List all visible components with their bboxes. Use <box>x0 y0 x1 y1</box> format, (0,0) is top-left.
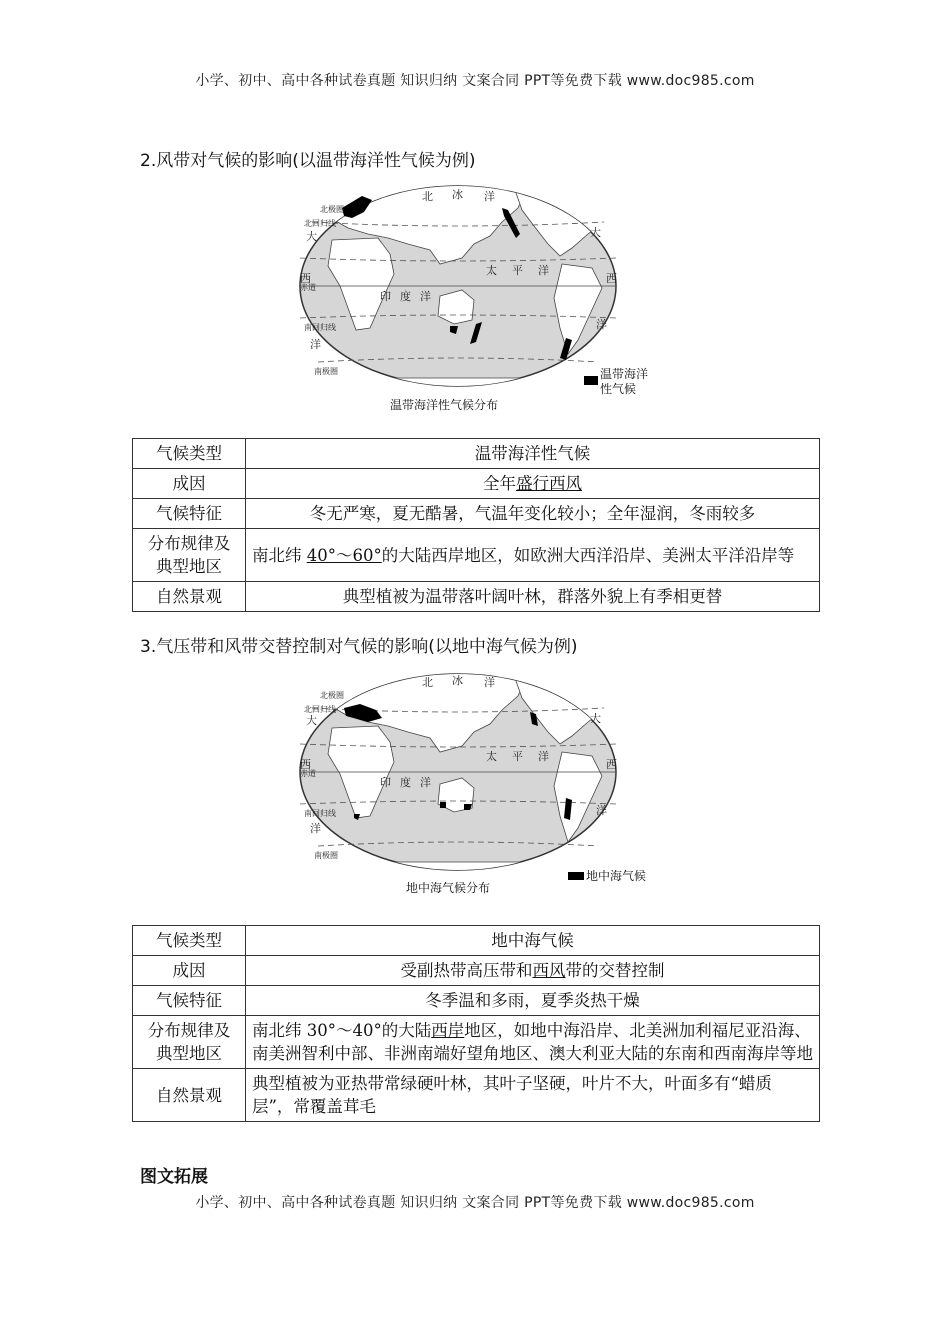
label-tropic-cancer: 北回归线 <box>304 705 336 714</box>
row-key: 气候类型 <box>133 439 246 469</box>
row-key <box>133 1016 246 1069</box>
cause-prefix: 全年 <box>483 474 516 493</box>
label-pacific-3: 洋 <box>538 750 549 763</box>
label-tropic-capricorn: 南回归线 <box>304 809 336 818</box>
table-row <box>133 1069 820 1122</box>
row-value <box>246 529 820 582</box>
extension-title: 图文拓展 <box>140 1167 208 1187</box>
climate-table-mediterranean <box>132 925 820 1122</box>
row-value: 冬季温和多雨，夏季炎热干燥 <box>246 986 820 1016</box>
label-atlantic-w-3: 洋 <box>310 338 321 351</box>
label-indian-1: 印 <box>380 776 391 789</box>
table-row <box>133 1016 820 1069</box>
row-key: 自然景观 <box>133 582 246 612</box>
cause-underlined: 盛行西风 <box>516 474 582 493</box>
section-2-title: 2.风带对气候的影响(以温带海洋性气候为例) <box>140 151 476 171</box>
map-caption: 温带海洋性气候分布 <box>390 398 499 412</box>
label-atlantic-e-2: 西 <box>606 758 617 771</box>
map-mediterranean-svg <box>290 666 670 902</box>
row-key: 气候特征 <box>133 986 246 1016</box>
table-row <box>133 529 820 582</box>
cause-suffix: 带的交替控制 <box>565 961 665 980</box>
label-pacific-2: 平 <box>512 264 523 277</box>
cause-underlined: 西风 <box>532 961 566 980</box>
label-arctic-1: 北 <box>422 190 433 203</box>
row-value: 典型植被为温带落叶阔叶林，群落外貌上有季相更替 <box>246 582 820 612</box>
legend-text-2: 性气候 <box>600 382 637 396</box>
label-indian-2: 度 <box>400 776 411 789</box>
label-atlantic-w-2: 西 <box>300 758 311 771</box>
row-key: 气候特征 <box>133 499 246 529</box>
dist-key-line-1: 分布规律及 <box>147 534 231 553</box>
row-key: 气候类型 <box>133 926 246 956</box>
dist-prefix: 南北纬 30°～40°的大陆 <box>252 1021 432 1040</box>
label-south-polar: 南极圈 <box>314 851 338 860</box>
label-atlantic-w-1: 大 <box>306 230 317 243</box>
row-value <box>246 469 820 499</box>
row-value: 典型植被为亚热带常绿硬叶林，其叶子坚硬，叶片不大，叶面多有“蜡质层”，常覆盖茸毛 <box>246 1069 820 1122</box>
label-arctic-2: 冰 <box>452 188 463 201</box>
row-value: 冬无严寒，夏无酷暑，气温年变化较小；全年湿润，冬雨较多 <box>246 499 820 529</box>
dist-suffix: 的大陆西岸地区，如欧洲大西洋沿岸、美洲太平洋沿岸等 <box>381 545 795 565</box>
map-mediterranean <box>290 666 670 906</box>
label-atlantic-w-1: 大 <box>306 714 317 727</box>
label-arctic-2: 冰 <box>452 674 463 687</box>
label-equator: 赤道 <box>300 283 316 292</box>
table-row <box>133 926 820 956</box>
map-temperate-oceanic <box>290 178 670 422</box>
dist-underlined: 40°～60° <box>306 545 382 565</box>
label-atlantic-e-1: 大 <box>590 712 601 725</box>
label-pacific-1: 太 <box>486 750 497 763</box>
label-arctic-1: 北 <box>422 676 433 689</box>
page-header: 小学、初中、高中各种试卷真题 知识归纳 文案合同 PPT等免费下载 www.doc985.com <box>195 73 755 89</box>
row-value <box>246 1016 820 1069</box>
legend-swatch <box>568 872 584 880</box>
climate-table-temperate-oceanic <box>132 438 820 612</box>
label-atlantic-e-3: 洋 <box>596 318 607 331</box>
row-value <box>246 956 820 986</box>
dist-suffix: 地区，如地中海沿岸、北美洲加利福尼亚沿海、南美洲智利中部、非洲南端好望角地区、澳大利亚大陆的东南和西南海岸等地 <box>252 1021 813 1063</box>
label-pacific-3: 洋 <box>538 264 549 277</box>
row-key: 自然景观 <box>133 1069 246 1122</box>
label-tropic-cancer: 北回归线 <box>304 219 336 228</box>
label-atlantic-e-3: 洋 <box>596 804 607 817</box>
label-north-polar: 北极圈 <box>320 691 344 700</box>
area-sw-australia <box>440 802 446 808</box>
label-pacific-2: 平 <box>512 750 523 763</box>
legend-text: 地中海气候 <box>586 869 647 883</box>
dist-underlined: 西岸 <box>431 1021 465 1040</box>
row-value: 地中海气候 <box>246 926 820 956</box>
label-indian-1: 印 <box>380 290 391 303</box>
dist-prefix: 南北纬 <box>252 545 307 565</box>
label-atlantic-w-2: 西 <box>300 272 311 285</box>
row-key: 成因 <box>133 469 246 499</box>
label-equator: 赤道 <box>300 769 316 778</box>
table-row <box>133 439 820 469</box>
label-arctic-3: 洋 <box>484 190 495 203</box>
dist-key-line-1: 分布规律及 <box>147 1021 231 1040</box>
label-atlantic-e-2: 西 <box>606 272 617 285</box>
row-value: 温带海洋性气候 <box>246 439 820 469</box>
label-indian-3: 洋 <box>420 290 431 303</box>
table-row <box>133 956 820 986</box>
label-indian-3: 洋 <box>420 776 431 789</box>
label-south-polar: 南极圈 <box>314 367 338 376</box>
table-row <box>133 469 820 499</box>
label-arctic-3: 洋 <box>484 676 495 689</box>
dist-key-line-2: 典型地区 <box>156 1044 222 1063</box>
australia <box>438 290 474 324</box>
label-atlantic-e-1: 大 <box>590 226 601 239</box>
section-3-title: 3.气压带和风带交替控制对气候的影响(以地中海气候为例) <box>140 637 578 657</box>
legend-text-1: 温带海洋 <box>600 367 649 381</box>
legend-swatch <box>584 376 598 385</box>
dist-key-line-2: 典型地区 <box>156 557 222 576</box>
label-north-polar: 北极圈 <box>320 205 344 214</box>
label-indian-2: 度 <box>400 290 411 303</box>
table-row <box>133 986 820 1016</box>
cause-prefix: 受副热带高压带和 <box>400 961 533 980</box>
label-tropic-capricorn: 南回归线 <box>304 323 336 332</box>
table-row <box>133 582 820 612</box>
label-pacific-1: 太 <box>486 264 497 277</box>
table-row <box>133 499 820 529</box>
row-key: 成因 <box>133 956 246 986</box>
map-temperate-oceanic-svg <box>290 178 670 418</box>
page-footer: 小学、初中、高中各种试卷真题 知识归纳 文案合同 PPT等免费下载 www.doc985.com <box>195 1195 755 1211</box>
label-atlantic-w-3: 洋 <box>310 822 321 835</box>
map-caption: 地中海气候分布 <box>406 881 491 895</box>
row-key <box>133 529 246 582</box>
